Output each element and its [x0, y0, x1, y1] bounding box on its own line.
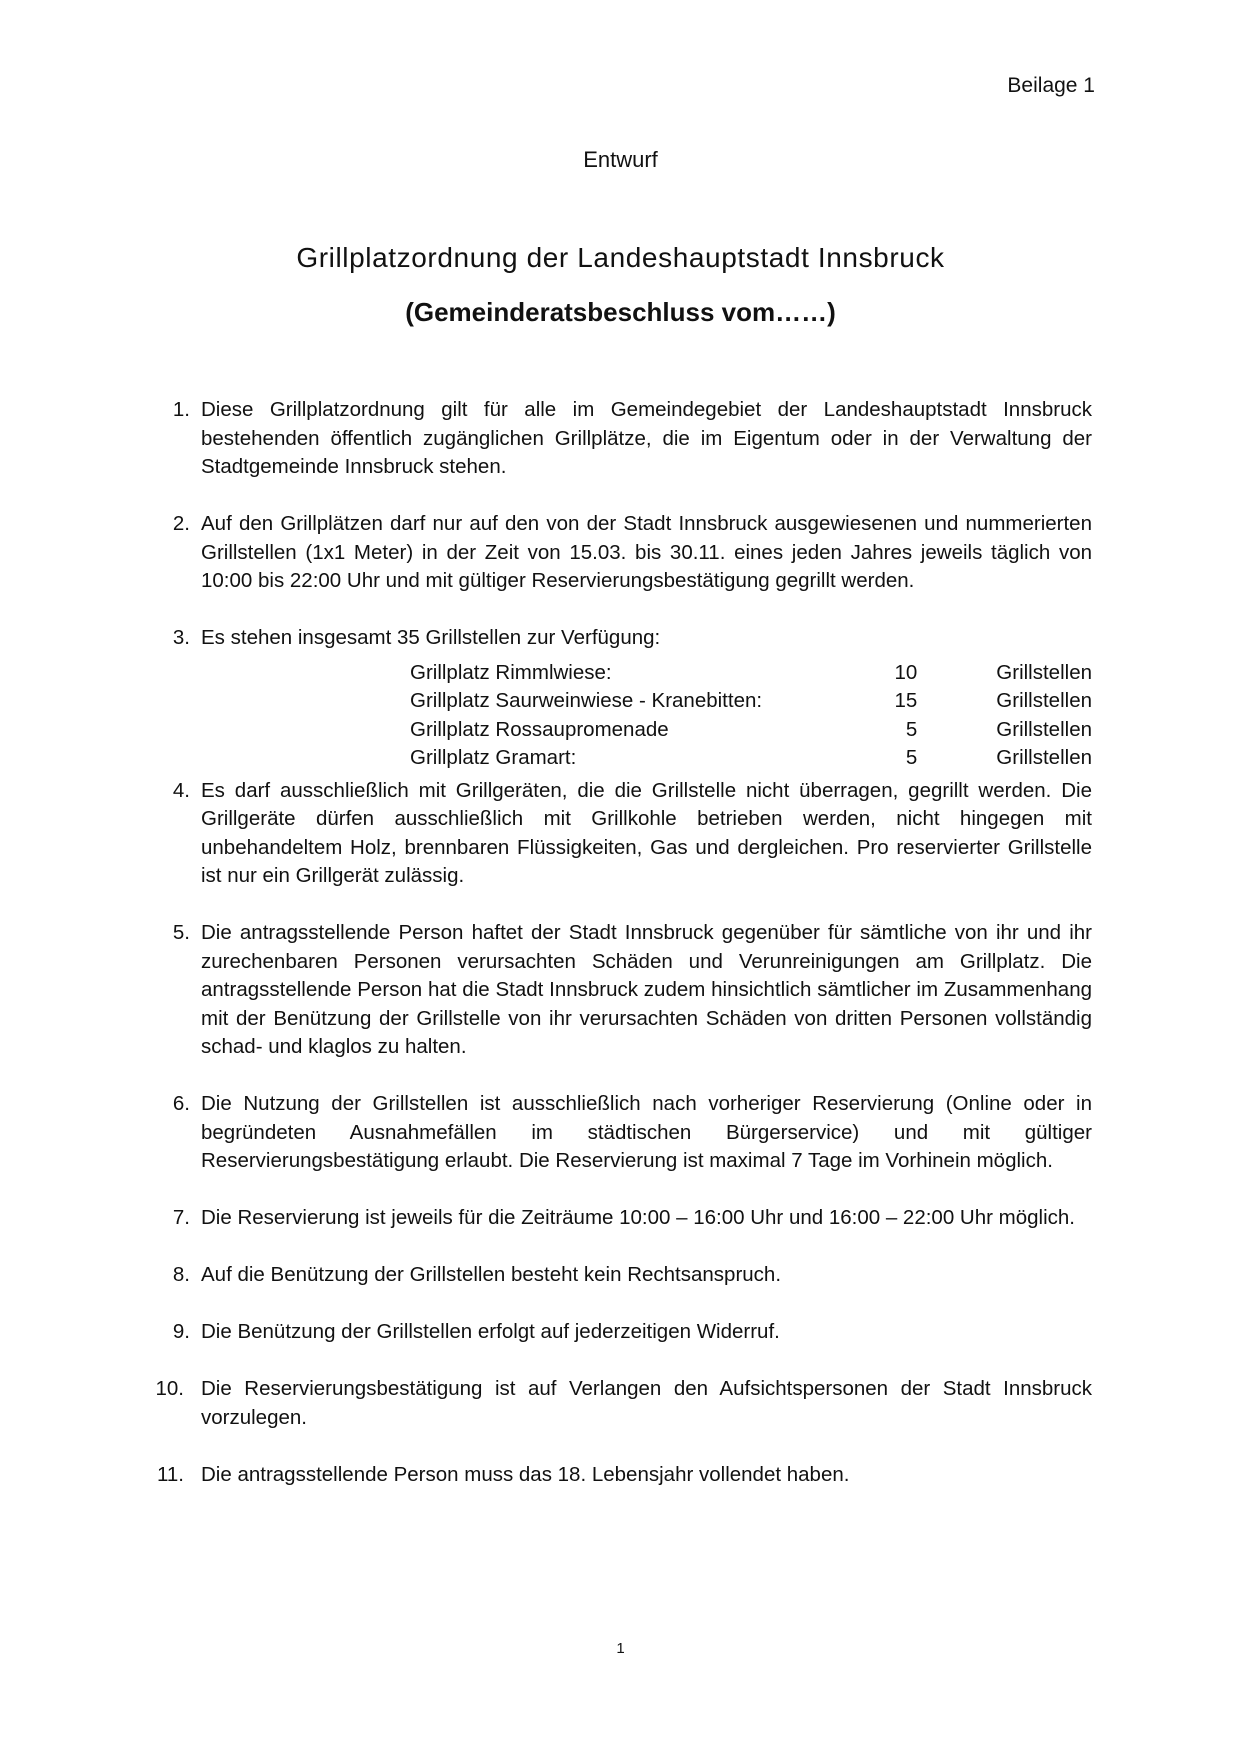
clause-text: Die Reservierungsbestätigung ist auf Verlangen den Aufsichtspersonen der Stadt Innsbruck vorzulegen.	[201, 1377, 1092, 1429]
clause-3	[160, 624, 1092, 773]
clause-number: 3.	[172, 626, 190, 649]
site-count: 5	[905, 717, 918, 741]
site-name: Grillplatz Gramart:	[410, 746, 577, 769]
clause-9	[160, 1318, 1092, 1347]
clause-7	[160, 1204, 1092, 1233]
clause-number: 1.	[172, 398, 190, 421]
clause-number: 4.	[172, 778, 190, 802]
table-row	[410, 716, 1092, 745]
site-count: 10	[894, 660, 918, 684]
grill-sites-table	[410, 659, 1092, 773]
clause-number: 2.	[172, 512, 190, 535]
site-count: 5	[905, 746, 918, 769]
clause-10	[155, 1375, 1092, 1432]
clause-number: 5.	[172, 921, 190, 944]
table-row	[410, 744, 1092, 773]
clause-8	[160, 1261, 1092, 1290]
site-name: Grillplatz Rossaupromenade	[410, 717, 669, 741]
page-number: 1	[616, 1640, 625, 1657]
document-title: Grillplatzordnung der Landeshauptstadt Innsbruck	[296, 242, 945, 273]
clause-list	[155, 396, 1092, 1518]
draft-label: Entwurf	[583, 147, 658, 172]
site-unit: Grillstellen	[996, 746, 1092, 769]
clause-number: 7.	[172, 1206, 190, 1229]
clause-2	[160, 510, 1092, 596]
clause-4	[160, 777, 1092, 891]
clause-6	[160, 1090, 1092, 1176]
site-unit: Grillstellen	[996, 717, 1092, 741]
clause-11	[157, 1461, 1092, 1490]
clause-text: Auf die Benützung der Grillstellen besteht kein Rechtsanspruch.	[201, 1263, 782, 1286]
clause-text: Die Reservierung ist jeweils für die Zeiträume 10:00 – 16:00 Uhr und 16:00 – 22:00 Uhr möglich.	[201, 1206, 1075, 1229]
site-unit: Grillstellen	[996, 660, 1092, 684]
table-row	[410, 687, 1092, 716]
clause-1	[160, 396, 1092, 482]
site-count: 15	[894, 689, 918, 712]
clause-5	[160, 919, 1092, 1062]
site-name: Grillplatz Rimmlwiese:	[410, 660, 612, 684]
clause-text: Es stehen insgesamt 35 Grillstellen zur Verfügung:	[201, 626, 661, 649]
clause-text: Auf den Grillplätzen darf nur auf den von der Stadt Innsbruck ausgewiesenen und nummerierten Grillstellen (1x1 Meter) in der Zeit von 15.03. bis 30.11. eines jeden Jahres jeweils täglich von 10:00 bis 22:00 Uhr und mit gültiger Reservierungsbestätigung gegrillt werden.	[201, 512, 1092, 592]
site-name: Grillplatz Saurweinwiese - Kranebitten:	[410, 689, 763, 712]
attachment-label: Beilage 1	[1007, 74, 1095, 97]
table-row	[410, 659, 1092, 688]
clause-text: Die antragsstellende Person haftet der Stadt Innsbruck gegenüber für sämtliche von ihr und ihr zurechenbaren Personen verursachten Schäden und Verunreinigungen am Grillplatz. Die antragsstellende Person hat die Stadt Innsbruck zudem hinsichtlich sämtlicher im Zusammenhang mit der Benützung der Grillstelle von ihr verursachten Schäden von dritten Personen vollständig schad- und klaglos zu halten.	[201, 921, 1092, 1058]
clause-text: Die antragsstellende Person muss das 18. Lebensjahr vollendet haben.	[201, 1462, 850, 1486]
clause-text: Die Benützung der Grillstellen erfolgt auf jederzeitigen Widerruf.	[201, 1320, 780, 1343]
clause-number: 6.	[172, 1092, 190, 1115]
document-subtitle: (Gemeinderatsbeschluss vom……)	[405, 297, 836, 327]
site-unit: Grillstellen	[996, 689, 1092, 712]
clause-number: 11.	[157, 1462, 184, 1486]
clause-text: Die Nutzung der Grillstellen ist ausschließlich nach vorheriger Reservierung (Online oder in begründeten Ausnahmefällen im städtischen Bürgerservice) und mit gültiger Reservierungsbestätigung erlaubt. Die Reservierung ist maximal 7 Tage im Vorhinein möglich.	[201, 1092, 1092, 1172]
clause-text: Diese Grillplatzordnung gilt für alle im Gemeindegebiet der Landeshauptstadt Innsbruck bestehenden öffentlich zugänglichen Grillplätze, die im Eigentum oder in der Verwaltung der Stadtgemeinde Innsbruck stehen.	[201, 398, 1092, 478]
clause-number: 8.	[172, 1263, 190, 1286]
clause-number: 9.	[172, 1320, 190, 1343]
clause-text: Es darf ausschließlich mit Grillgeräten, die die Grillstelle nicht überragen, gegrillt werden. Die Grillgeräte dürfen ausschließlich mit Grillkohle betrieben werden, nicht hingegen mit unbehandeltem Holz, brennbaren Flüssigkeiten, Gas und dergleichen. Pro reservierter Grillstelle ist nur ein Grillgerät zulässig.	[201, 778, 1092, 887]
clause-number: 10.	[155, 1377, 184, 1400]
